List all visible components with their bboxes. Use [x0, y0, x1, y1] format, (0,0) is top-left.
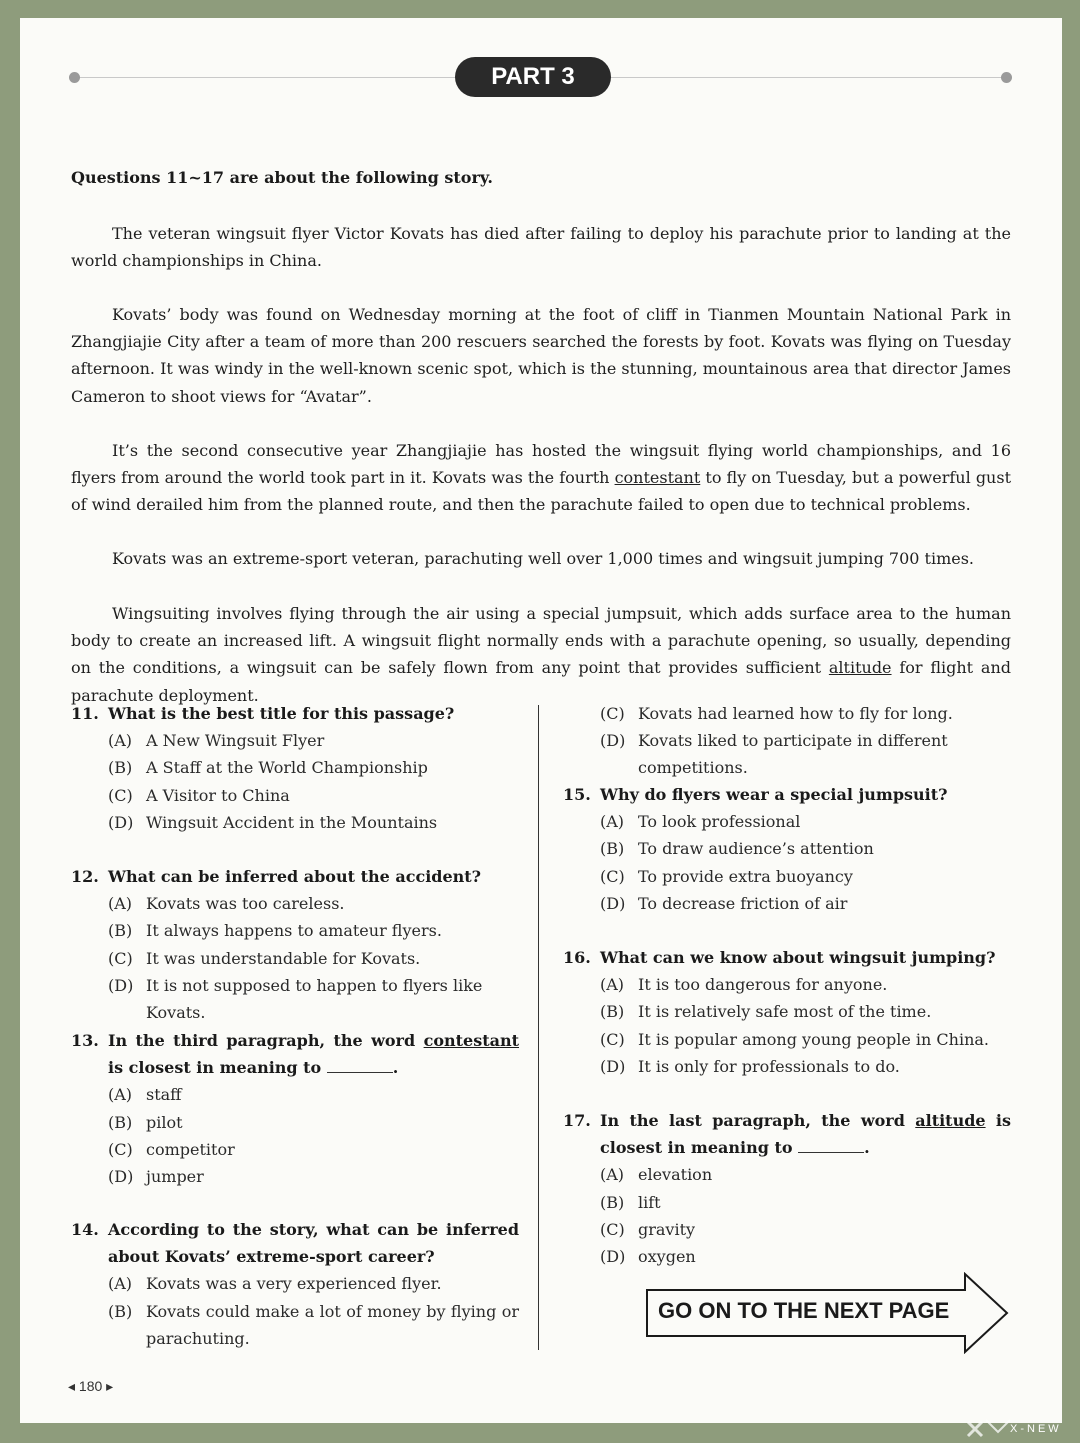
- option-16b[interactable]: (B) It is relatively safe most of the time.: [600, 1002, 932, 1022]
- option-11d[interactable]: (D) Wingsuit Accident in the Mountains: [108, 812, 438, 832]
- question-17: 17. In the last paragraph, the word altitude is closest in meaning to . (A) elevation (B) lift (C) gravity (D) oxygen: [563, 1107, 1011, 1270]
- option-14c[interactable]: (C) Kovats had learned how to fly for long.: [600, 704, 953, 723]
- watermark-text: X-NEW: [1010, 1423, 1062, 1435]
- option-16d[interactable]: (D) It is only for professionals to do.: [600, 1056, 900, 1076]
- question-14: 14. According to the story, what can be inferred about Kovats’ extreme-sport career? (A) Kovats was a very experienced flyer. (B) Kovats could make a lot of money by flying or parachuting.: [71, 1216, 519, 1352]
- question-15: 15. Why do flyers wear a special jumpsuit? (A) To look professional (B) To draw audience’s attention (C) To provide extra buoyancy (D) To decrease friction of air: [563, 781, 1011, 917]
- question-12-stem: What can be inferred about the accident?: [108, 867, 482, 886]
- option-17c[interactable]: (C) gravity: [600, 1219, 696, 1239]
- header-dot-right: [1001, 72, 1012, 83]
- option-16c[interactable]: (C) It is popular among young people in China.: [600, 1029, 990, 1049]
- question-11-stem: What is the best title for this passage?: [108, 704, 455, 723]
- question-11: 11. What is the best title for this passage? (A) A New Wingsuit Flyer (B) A Staff at the World Championship (C) A Visitor to China (D) Wingsuit Accident in the Mountains: [71, 700, 519, 836]
- answer-blank: [798, 1138, 864, 1153]
- option-12d[interactable]: (D) It is not supposed to happen to flyers like Kovats.: [108, 975, 483, 1023]
- option-17a[interactable]: (A) elevation: [600, 1165, 713, 1185]
- question-15-stem: Why do flyers wear a special jumpsuit?: [600, 785, 948, 804]
- option-17d[interactable]: (D) oxygen: [600, 1247, 696, 1267]
- passage-paragraph-4: Kovats was an extreme-sport veteran, parachuting well over 1,000 times and wingsuit jumping 700 times.: [112, 549, 974, 568]
- option-13b[interactable]: (B) pilot: [108, 1112, 183, 1132]
- part-header: [0, 0, 1080, 120]
- option-13c[interactable]: (C) competitor: [108, 1139, 235, 1159]
- option-16a[interactable]: (A) It is too dangerous for anyone.: [600, 975, 888, 995]
- option-14a[interactable]: (A) Kovats was a very experienced flyer.: [108, 1274, 442, 1294]
- header-dot-left: [69, 72, 80, 83]
- option-15b[interactable]: (B) To draw audience’s attention: [600, 839, 874, 859]
- passage-paragraph-5: Wingsuiting involves flying through the air using a special jumpsuit, which adds surface area to the human body to create an increased lift. A wingsuit flight normally ends with a parachute opening, so usually, depending on the conditions, a wingsuit can be safely flown from any point that provides sufficient altitude for flight and parachute deployment.: [71, 604, 1011, 705]
- option-17b[interactable]: (B) lift: [600, 1192, 661, 1212]
- question-16-stem: What can we know about wingsuit jumping?: [600, 948, 996, 967]
- altitude-word: altitude: [828, 658, 892, 678]
- option-12a[interactable]: (A) Kovats was too careless.: [108, 894, 345, 914]
- option-11c[interactable]: (C) A Visitor to China: [108, 785, 290, 805]
- passage-paragraph-1: The veteran wingsuit flyer Victor Kovats has died after failing to deploy his parachute prior to landing at the world championships in China.: [71, 224, 1011, 271]
- option-12b[interactable]: (B) It always happens to amateur flyers.: [108, 921, 442, 941]
- contestant-word: contestant: [614, 468, 701, 488]
- answer-blank: [327, 1058, 393, 1073]
- option-15a[interactable]: (A) To look professional: [600, 812, 801, 832]
- option-14d[interactable]: (D) Kovats liked to participate in different competitions.: [600, 731, 948, 778]
- option-11a[interactable]: (A) A New Wingsuit Flyer: [108, 731, 325, 751]
- option-15c[interactable]: (C) To provide extra buoyancy: [600, 866, 853, 886]
- question-16: 16. What can we know about wingsuit jumping? (A) It is too dangerous for anyone. (B) It is relatively safe most of the time. (C) It is popular among young people in China. (D) It is only for professionals to do.: [563, 944, 1011, 1080]
- option-11b[interactable]: (B) A Staff at the World Championship: [108, 758, 428, 778]
- question-12: 12. What can be inferred about the accident? (A) Kovats was too careless. (B) It always happens to amateur flyers. (C) It was understandable for Kovats. (D) It is not supposed to happen to flyers like Kovats.: [71, 863, 519, 1026]
- option-13d[interactable]: (D) jumper: [108, 1167, 204, 1187]
- question-13-stem: In the third paragraph, the word contestant is closest in meaning to .: [108, 1031, 519, 1078]
- question-14-continued: [563, 700, 1011, 782]
- option-13a[interactable]: (A) staff: [108, 1085, 182, 1105]
- option-12c[interactable]: (C) It was understandable for Kovats.: [108, 948, 421, 968]
- question-14-stem: According to the story, what can be inferred about Kovats’ extreme-sport career?: [108, 1220, 519, 1267]
- header-rule-right: [610, 77, 1006, 78]
- questions-intro: Questions 11~17 are about the following story.: [71, 168, 493, 187]
- option-15d[interactable]: (D) To decrease friction of air: [600, 893, 848, 913]
- passage-paragraph-2: Kovats’ body was found on Wednesday morning at the foot of cliff in Tianmen Mountain National Park in Zhangjiajie City after a team of more than 200 rescuers searched the forests by foot. Kovats was flying on Tuesday afternoon. It was windy in the well-known scenic spot, which is the stunning, mountainous area that director James Cameron to shoot views for “Avatar”.: [71, 305, 1011, 406]
- passage-paragraph-3: It’s the second consecutive year Zhangjiajie has hosted the wingsuit flying world championships, and 16 flyers from around the world took part in it. Kovats was the fourth contestant to fly on Tuesday, but a powerful gust of wind derailed him from the planned route, and then the parachute failed to open due to technical problems.: [71, 441, 1012, 515]
- next-page-label[interactable]: GO ON TO THE NEXT PAGE: [658, 1298, 950, 1323]
- question-13: 13. In the third paragraph, the word contestant is closest in meaning to . (A) staff (B) pilot (C) competitor (D) jumper: [71, 1027, 519, 1190]
- question-17-stem: In the last paragraph, the word altitude is closest in meaning to .: [600, 1111, 1012, 1158]
- option-14b[interactable]: (B) Kovats could make a lot of money by flying or parachuting.: [108, 1301, 519, 1348]
- header-rule-left: [76, 77, 456, 78]
- column-divider: [538, 705, 539, 1350]
- part-badge: PART 3: [455, 57, 611, 97]
- page-number: ◂ 180 ▸: [68, 1378, 114, 1394]
